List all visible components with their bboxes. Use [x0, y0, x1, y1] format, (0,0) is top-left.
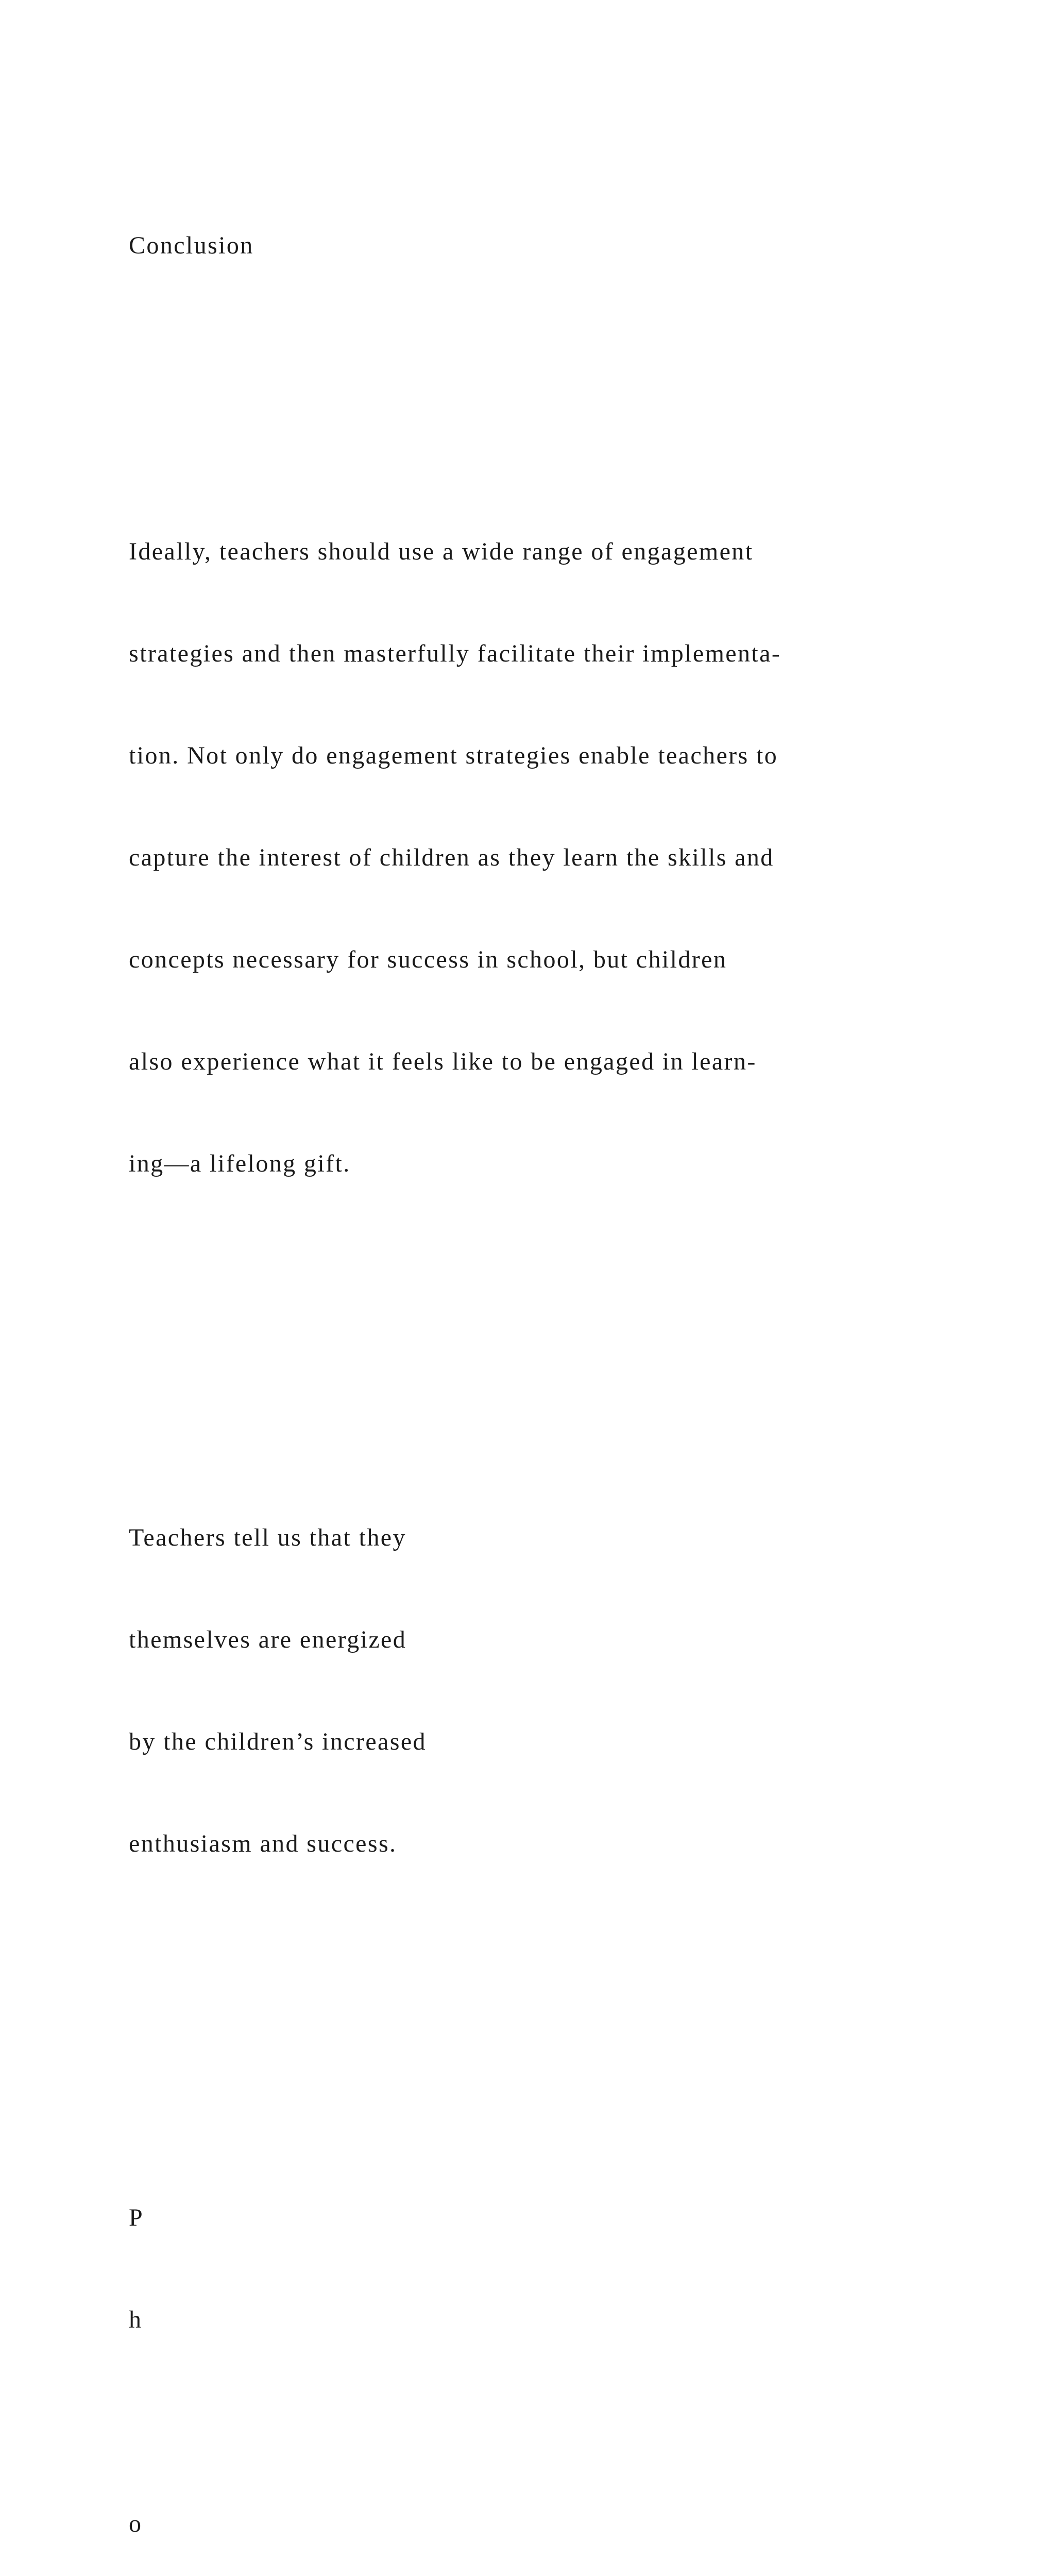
paragraph-line: capture the interest of children as they learn the skills and — [129, 844, 774, 871]
pull-quote-line: enthusiasm and success. — [129, 1830, 397, 1857]
paragraph-line: ing—a lifelong gift. — [129, 1150, 351, 1177]
document-body — [129, 161, 1005, 2576]
blank-line — [129, 331, 1005, 365]
pull-quote-line: Teachers tell us that they — [129, 1524, 406, 1551]
conclusion-paragraph — [129, 467, 1005, 1249]
section-heading: Conclusion — [129, 232, 254, 259]
photo-credit-fragment: o — [129, 2510, 143, 2537]
photo-credit-fragment: P — [129, 2204, 144, 2231]
photo-credit — [129, 2133, 1005, 2576]
blank-line — [129, 1317, 1005, 1351]
pull-quote-line: by the children’s increased — [129, 1728, 427, 1755]
paragraph-line: strategies and then masterfully facilitate their implementa- — [129, 640, 781, 667]
pull-quote-line: themselves are energized — [129, 1626, 407, 1653]
pull-quote — [129, 1453, 1005, 1929]
photo-credit-fragment — [129, 2405, 1005, 2439]
paragraph-line: concepts necessary for success in school, but children — [129, 946, 727, 973]
paragraph-line: also experience what it feels like to be engaged in learn- — [129, 1048, 757, 1075]
photo-credit-fragment: h — [129, 2306, 143, 2333]
paragraph-line: Ideally, teachers should use a wide range of engagement — [129, 538, 754, 565]
paragraph-line: tion. Not only do engagement strategies enable teachers to — [129, 742, 778, 769]
blank-line — [129, 1997, 1005, 2031]
